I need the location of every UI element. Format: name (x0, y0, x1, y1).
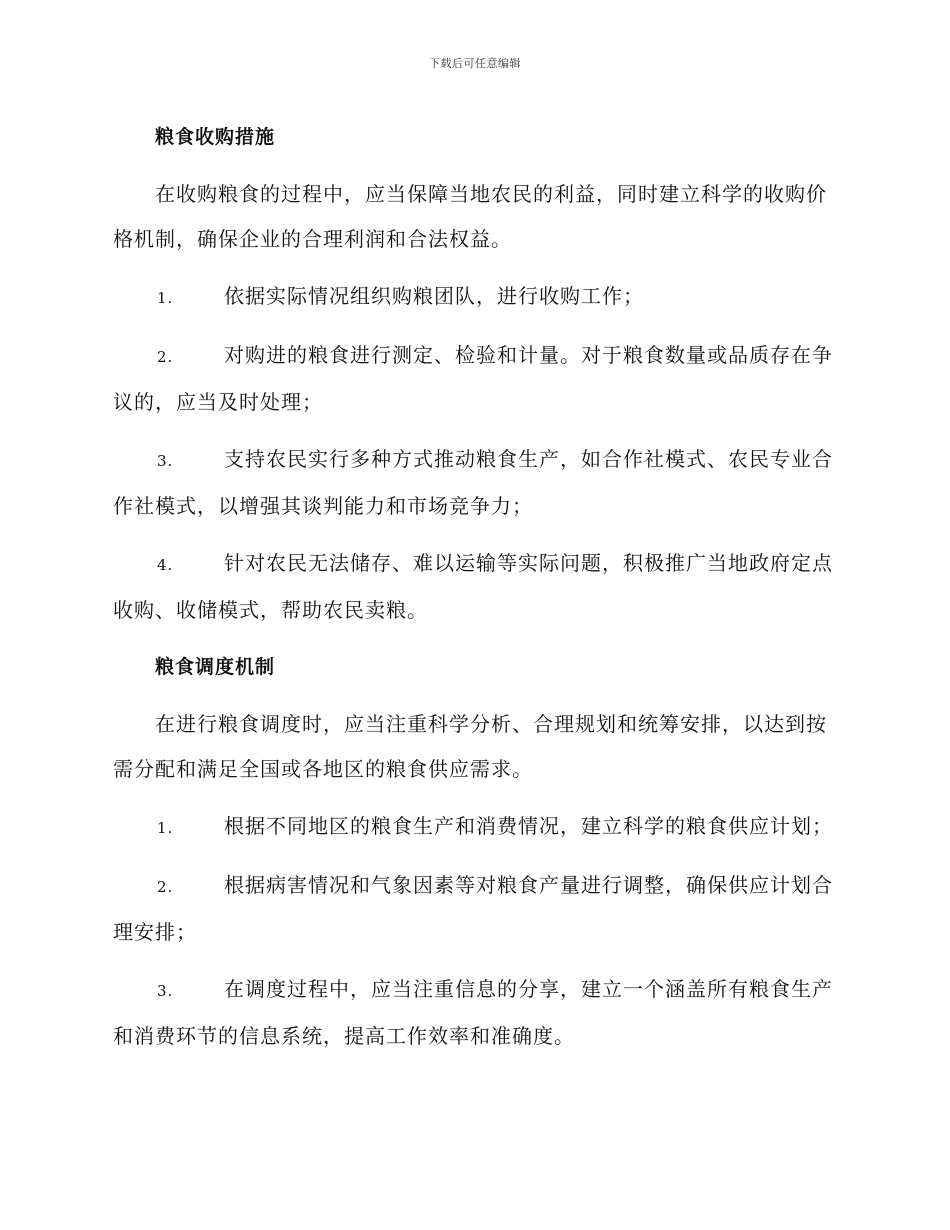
list-item-text: 对购进的粮食进行测定、检验和计量。对于粮食数量或品质存在争议的，应当及时处理； (113, 343, 833, 414)
list-item (113, 541, 838, 633)
list-item-number: 2. (157, 878, 174, 896)
document-body (113, 115, 838, 1071)
section-intro: 在收购粮食的过程中，应当保障当地农民的利益，同时建立科学的收购价格机制，确保企业的合理利润和合法权益。 (113, 182, 827, 251)
list-item (113, 863, 838, 955)
list-item (113, 437, 838, 529)
section-heading: 粮食调度机制 (155, 656, 276, 678)
list-item (113, 967, 838, 1059)
list-item-text: 根据不同地区的粮食生产和消费情况，建立科学的粮食供应计划； (224, 814, 833, 838)
list-item (113, 333, 838, 425)
section-intro: 在进行粮食调度时，应当注重科学分析、合理规划和统筹安排，以达到按需分配和满足全国或各地区的粮食供应需求。 (113, 712, 827, 781)
list-item-number: 1. (157, 289, 174, 307)
list-item-number: 2. (157, 348, 174, 366)
list-item-text: 支持农民实行多种方式推动粮食生产，如合作社模式、农民专业合作社模式，以增强其谈判能力和市场竞争力； (113, 447, 833, 518)
list-item-text: 依据实际情况组织购粮团队，进行收购工作； (224, 284, 644, 308)
list-item-number: 3. (157, 982, 174, 1000)
list-item-number: 3. (157, 452, 174, 470)
list-item-text: 根据病害情况和气象因素等对粮食产量进行调整，确保供应计划合理安排； (113, 873, 833, 944)
list-item-text: 在调度过程中，应当注重信息的分享，建立一个涵盖所有粮食生产和消费环节的信息系统，提高工作效率和准确度。 (113, 977, 833, 1048)
section-heading: 粮食收购措施 (155, 126, 276, 148)
list-item (113, 804, 838, 851)
list-item-text: 针对农民无法储存、难以运输等实际问题，积极推广当地政府定点收购、收储模式，帮助农民卖粮。 (113, 551, 833, 622)
list-item (113, 274, 838, 321)
header-note: 下载后可任意编辑 (429, 57, 521, 70)
list-item-number: 1. (157, 819, 174, 837)
list-item-number: 4. (157, 556, 174, 574)
